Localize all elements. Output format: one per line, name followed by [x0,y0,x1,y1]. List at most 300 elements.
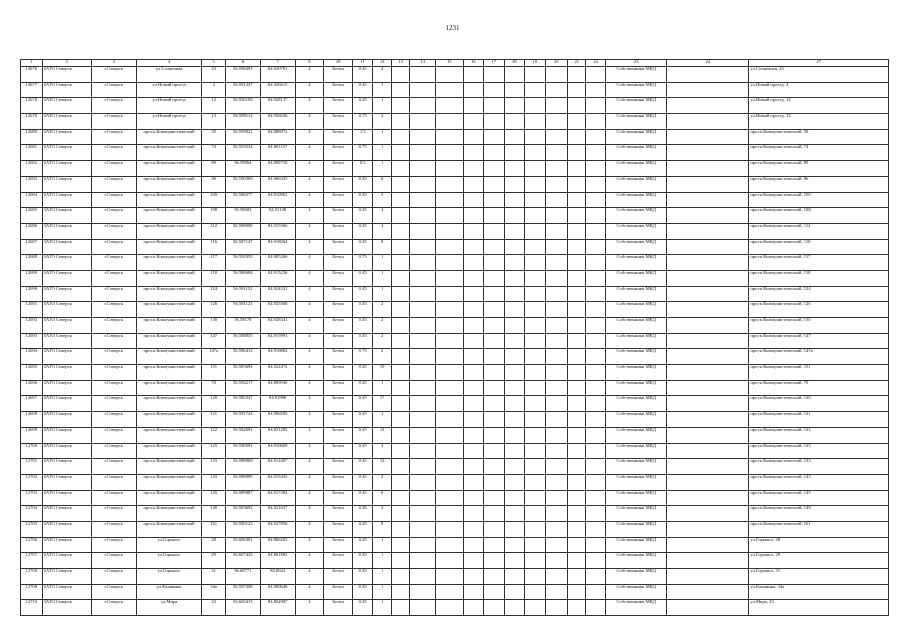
cell-lat: 56.593534 [225,145,260,161]
cell-lat: 56.585694 [225,365,260,381]
cell-empty [586,67,605,83]
cell-empty [545,427,568,443]
cell-empty [504,506,524,522]
cell-col8: 4 [295,129,324,145]
cell-empty [667,553,749,569]
cell-empty [504,553,524,569]
cell-empty [504,427,524,443]
cell-empty [667,114,749,130]
cell-empty [463,82,483,98]
cell-owner: Собственники МКД [605,537,666,553]
cell-empty [463,161,483,177]
cell-volume: 0.36 [352,506,372,522]
cell-empty [545,474,568,490]
cell-col8: 4 [295,333,324,349]
cell-city: г.Северск [91,553,136,569]
cell-lat: 56.581152 [225,286,260,302]
cell-empty [391,396,409,412]
table-row [21,145,889,161]
cell-empty [410,333,436,349]
cell-empty [410,349,436,365]
cell-city: г.Северск [91,129,136,145]
cell-empty [568,412,586,428]
cell-col8: 4 [295,255,324,271]
cell-empty [484,584,504,600]
cell-address: просп.Коммунистический, 130 [749,318,889,334]
cell-empty [586,145,605,161]
cell-lon: 84.899936 [260,380,295,396]
cell-col8: 4 [295,286,324,302]
cell-empty [463,192,483,208]
cell-org: ЗАТО Северск [42,584,91,600]
cell-count: 1 [373,380,391,396]
cell-empty [545,521,568,537]
cell-id: 12696 [21,380,43,396]
cell-id: 12691 [21,302,43,318]
cell-empty [525,286,545,302]
cell-empty [484,490,504,506]
cell-empty [410,223,436,239]
cell-volume: 0.45 [352,490,372,506]
cell-empty [667,506,749,522]
cell-count: 1 [373,584,391,600]
cell-empty [504,223,524,239]
cell-id: 12703 [21,490,43,506]
cell-street: просп.Коммунистический [136,223,202,239]
cell-lat: 56.588989 [225,474,260,490]
cell-lon: 84.888872 [260,129,295,145]
cell-empty [410,98,436,114]
cell-empty [435,255,463,271]
cell-empty [504,412,524,428]
cell-count: 6 [373,490,391,506]
cell-lat: 56.606301 [225,537,260,553]
cell-empty [667,286,749,302]
cell-owner: Собственники МКД [605,600,666,616]
cell-col8: 4 [295,427,324,443]
cell-empty [568,443,586,459]
cell-empty [410,270,436,286]
cell-material: Бетон [324,192,353,208]
cell-empty [545,98,568,114]
cell-empty [586,380,605,396]
cell-empty [484,67,504,83]
cell-empty [568,270,586,286]
cell-empty [586,506,605,522]
cell-volume: 0.75 [352,114,372,130]
cell-empty [435,145,463,161]
cell-house: 147 [202,333,226,349]
cell-empty [391,537,409,553]
cell-empty [586,459,605,475]
cell-material: Бетон [324,270,353,286]
cell-id: 12683 [21,176,43,192]
cell-org: ЗАТО Северск [42,114,91,130]
cell-lat: 56.588008 [225,223,260,239]
cell-empty [586,114,605,130]
cell-lon: 84.921637 [260,506,295,522]
cell-id: 12679 [21,114,43,130]
cell-empty [435,553,463,569]
cell-empty [504,145,524,161]
cell-volume: 1.5 [352,129,372,145]
cell-id: 12698 [21,412,43,428]
cell-house: 89 [202,161,226,177]
cell-empty [568,208,586,224]
cell-address: просп.Коммунистический, 122 [749,427,889,443]
cell-material: Бетон [324,412,353,428]
cell-house: 120 [202,396,226,412]
cell-empty [504,82,524,98]
cell-lon: 84.915236 [260,270,295,286]
cell-org: ЗАТО Северск [42,223,91,239]
cell-empty [391,600,409,616]
cell-col8: 4 [295,161,324,177]
cell-empty [568,286,586,302]
cell-count: 1 [373,129,391,145]
cell-volume: 0.45 [352,176,372,192]
cell-city: г.Северск [91,380,136,396]
cell-empty [525,443,545,459]
table-row [21,349,889,365]
cell-org: ЗАТО Северск [42,474,91,490]
cell-city: г.Северск [91,600,136,616]
cell-empty [568,161,586,177]
cell-col8: 4 [295,553,324,569]
cell-address: просп.Коммунистический, 120 [749,396,889,412]
cell-org: ЗАТО Северск [42,396,91,412]
cell-empty [667,365,749,381]
cell-house: 50 [202,129,226,145]
column-header: 22 [586,60,605,67]
cell-address: просп.Коммунистический, 74 [749,145,889,161]
cell-street: ул.Новый проезд [136,114,202,130]
cell-lon: 84.922472 [260,365,295,381]
cell-empty [410,584,436,600]
column-header: 2 [42,60,91,67]
cell-material: Бетон [324,396,353,412]
cell-empty [484,114,504,130]
cell-empty [525,380,545,396]
table-row [21,239,889,255]
cell-lon: 84.912407 [260,459,295,475]
cell-address: ул.Горького, 29 [749,553,889,569]
cell-empty [463,396,483,412]
column-header: 10 [324,60,353,67]
cell-street: просп.Коммунистический [136,192,202,208]
cell-empty [463,412,483,428]
cell-street: просп.Коммунистический [136,412,202,428]
cell-house: 34а [202,584,226,600]
cell-empty [435,161,463,177]
cell-count: 4 [373,208,391,224]
cell-street: просп.Коммунистический [136,239,202,255]
cell-empty [391,161,409,177]
cell-empty [435,192,463,208]
cell-volume: 0.5 [352,161,372,177]
cell-empty [504,380,524,396]
cell-empty [391,98,409,114]
cell-city: г.Северск [91,506,136,522]
column-header: 11 [352,60,372,67]
cell-city: г.Северск [91,82,136,98]
cell-house: 23 [202,67,226,83]
cell-empty [525,427,545,443]
cell-empty [545,129,568,145]
cell-id: 12687 [21,239,43,255]
cell-empty [463,302,483,318]
cell-empty [568,349,586,365]
cell-empty [484,427,504,443]
cell-house: 145 [202,490,226,506]
cell-city: г.Северск [91,286,136,302]
cell-material: Бетон [324,208,353,224]
cell-street: просп.Коммунистический [136,506,202,522]
cell-owner: Собственники МКД [605,255,666,271]
cell-empty [410,521,436,537]
cell-lon: 84.917284 [260,490,295,506]
cell-house: 118 [202,270,226,286]
table-row [21,584,889,600]
cell-empty [504,443,524,459]
cell-lat: 56.581123 [225,302,260,318]
cell-lat: 56.591724 [225,412,260,428]
cell-lon: 84.901157 [260,145,295,161]
cell-col8: 4 [295,584,324,600]
cell-lat: 56.58178 [225,318,260,334]
cell-empty [504,490,524,506]
cell-empty [504,349,524,365]
cell-empty [410,114,436,130]
cell-owner: Собственники МКД [605,427,666,443]
cell-empty [463,67,483,83]
cell-empty [525,98,545,114]
cell-house: 149 [202,506,226,522]
cell-street: ул.Солнечная [136,67,202,83]
cell-empty [568,223,586,239]
cell-empty [463,427,483,443]
cell-lon: 84.921205 [260,427,295,443]
cell-col8: 4 [295,443,324,459]
cell-org: ЗАТО Северск [42,459,91,475]
table-row [21,333,889,349]
cell-empty [504,192,524,208]
cell-empty [667,443,749,459]
cell-empty [545,553,568,569]
cell-empty [586,427,605,443]
cell-empty [525,192,545,208]
cell-empty [504,365,524,381]
cell-org: ЗАТО Северск [42,129,91,145]
cell-empty [568,474,586,490]
cell-empty [545,302,568,318]
cell-street: просп.Коммунистический [136,161,202,177]
cell-col8: 4 [295,412,324,428]
cell-empty [586,82,605,98]
table-row [21,412,889,428]
cell-empty [410,129,436,145]
cell-empty [410,82,436,98]
cell-empty [463,380,483,396]
cell-lat: 56.583692 [225,506,260,522]
cell-empty [545,208,568,224]
cell-empty [667,537,749,553]
cell-city: г.Северск [91,114,136,130]
cell-empty [504,333,524,349]
cell-empty [545,365,568,381]
cell-col8: 4 [295,474,324,490]
cell-id: 12689 [21,270,43,286]
cell-empty [545,223,568,239]
cell-empty [391,286,409,302]
cell-col8: 4 [295,192,324,208]
cell-empty [545,67,568,83]
cell-house: 100 [202,192,226,208]
cell-empty [545,270,568,286]
cell-count: 1 [373,270,391,286]
table-row [21,380,889,396]
cell-volume: 0.45 [352,302,372,318]
cell-count: 1 [373,569,391,585]
cell-street: просп.Коммунистический [136,302,202,318]
cell-empty [504,114,524,130]
cell-empty [463,255,483,271]
cell-house: 70 [202,380,226,396]
cell-street: просп.Коммунистический [136,270,202,286]
column-header: 4 [136,60,202,67]
cell-material: Бетон [324,427,353,443]
cell-col8: 4 [295,318,324,334]
cell-empty [504,239,524,255]
cell-lon: 84.928137 [260,98,295,114]
cell-empty [586,537,605,553]
cell-address: просп.Коммунистический, 50 [749,129,889,145]
cell-empty [568,82,586,98]
table-row [21,114,889,130]
cell-org: ЗАТО Северск [42,176,91,192]
cell-empty [435,459,463,475]
cell-empty [667,208,749,224]
cell-city: г.Северск [91,459,136,475]
cell-empty [484,396,504,412]
cell-id: 12700 [21,443,43,459]
cell-street: ул.Новый проезд [136,82,202,98]
cell-count: 2 [373,474,391,490]
cell-city: г.Северск [91,537,136,553]
cell-volume: 0.45 [352,569,372,585]
cell-owner: Собственники МКД [605,67,666,83]
cell-empty [410,569,436,585]
cell-empty [568,114,586,130]
cell-empty [410,286,436,302]
cell-lat: 56.587147 [225,239,260,255]
cell-empty [568,333,586,349]
cell-col8: 4 [295,67,324,83]
cell-org: ЗАТО Северск [42,239,91,255]
cell-empty [484,506,504,522]
cell-owner: Собственники МКД [605,129,666,145]
cell-col8: 4 [295,98,324,114]
column-header: 15 [435,60,463,67]
cell-count: 1 [373,255,391,271]
cell-lat: 56.599021 [225,129,260,145]
cell-count: 4 [373,67,391,83]
cell-empty [484,176,504,192]
cell-empty [391,349,409,365]
cell-count: 2 [373,349,391,365]
cell-empty [504,270,524,286]
cell-owner: Собственники МКД [605,192,666,208]
cell-count: 1 [373,412,391,428]
cell-address: просп.Коммунистический, 133 [749,459,889,475]
cell-city: г.Северск [91,176,136,192]
cell-empty [568,521,586,537]
cell-owner: Собственники МКД [605,569,666,585]
cell-house: 122 [202,427,226,443]
cell-empty [391,459,409,475]
cell-org: ЗАТО Северск [42,286,91,302]
cell-id: 12684 [21,192,43,208]
cell-org: ЗАТО Северск [42,192,91,208]
cell-street: просп.Коммунистический [136,490,202,506]
cell-empty [435,114,463,130]
cell-empty [586,584,605,600]
cell-owner: Собственники МКД [605,521,666,537]
cell-lat: 56.591247 [225,82,260,98]
cell-empty [586,302,605,318]
cell-empty [435,537,463,553]
table-row [21,427,889,443]
cell-house: 151 [202,365,226,381]
cell-empty [463,553,483,569]
cell-org: ЗАТО Северск [42,67,91,83]
cell-col8: 4 [295,114,324,130]
cell-city: г.Северск [91,223,136,239]
cell-empty [667,600,749,616]
cell-empty [545,161,568,177]
cell-org: ЗАТО Северск [42,145,91,161]
cell-empty [504,537,524,553]
cell-empty [463,223,483,239]
cell-col8: 4 [295,223,324,239]
cell-empty [435,521,463,537]
cell-lon: 84.924321 [260,286,295,302]
cell-lon: 84.91148 [260,208,295,224]
cell-lat: 56.590109 [225,98,260,114]
cell-empty [545,349,568,365]
cell-street: просп.Коммунистический [136,176,202,192]
cell-empty [504,474,524,490]
column-header: 27 [749,60,889,67]
cell-empty [525,161,545,177]
cell-empty [525,223,545,239]
cell-lat: 56.607423 [225,553,260,569]
cell-empty [667,145,749,161]
cell-material: Бетон [324,584,353,600]
cell-empty [545,286,568,302]
cell-empty [504,98,524,114]
cell-col8: 4 [295,302,324,318]
cell-empty [586,474,605,490]
cell-org: ЗАТО Северск [42,537,91,553]
cell-empty [667,318,749,334]
cell-street: ул.Горького [136,537,202,553]
cell-empty [568,459,586,475]
cell-id: 12705 [21,521,43,537]
cell-empty [586,569,605,585]
cell-empty [525,333,545,349]
cell-empty [410,443,436,459]
